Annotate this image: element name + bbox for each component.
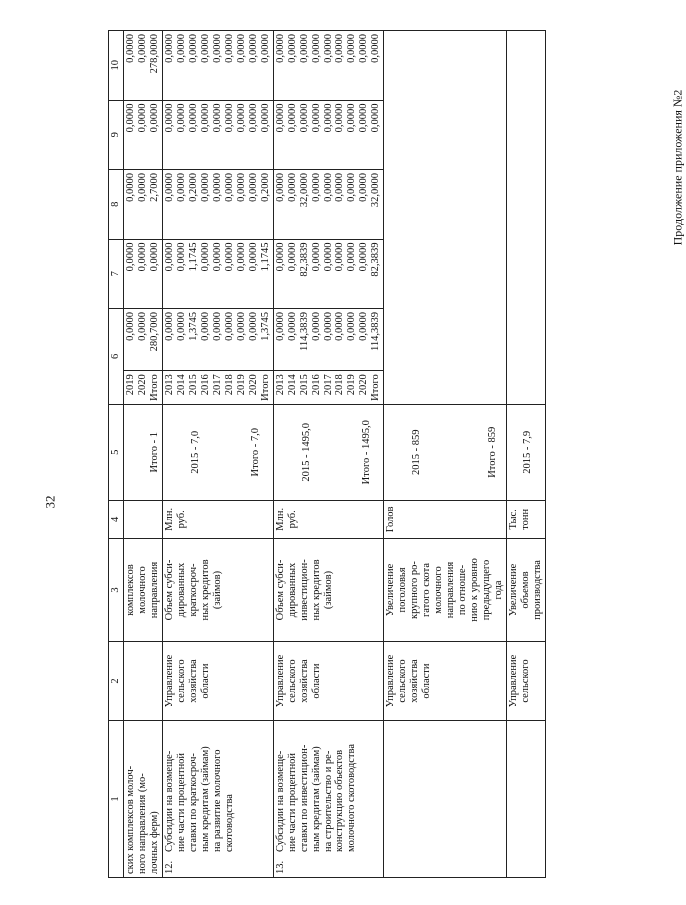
program-table xyxy=(108,30,546,878)
carry-col9: 0,0000 0,0000 0,0000 xyxy=(124,100,163,169)
carry-col8: 0,0000 0,0000 2,7000 xyxy=(124,170,163,239)
indicator-herd-executor: Управление сельского хозяйства области xyxy=(384,642,507,721)
indicator-herd-unit: Голов xyxy=(384,500,507,538)
item-13-row xyxy=(273,31,384,878)
col-header-4: 4 xyxy=(109,500,124,538)
column-number-row xyxy=(109,31,124,878)
item-13-unit: Млн. руб. xyxy=(273,500,384,538)
indicator-production-targets: 2015 - 7,9 xyxy=(507,404,546,500)
carry-total-label: Итого - 1 xyxy=(124,404,163,500)
item-13-years: 2013 2014 2015 2016 2017 2018 2019 2020 Итого xyxy=(273,371,384,405)
item-13-col6: 0,0000 0,0000 114,3839 0,0000 0,0000 0,0000 0,0000 0,0000 114,3839 xyxy=(273,309,384,371)
item-13-col9: 0,0000 0,0000 0,0000 0,0000 0,0000 0,0000 0,0000 0,0000 0,0000 xyxy=(273,100,384,169)
carry-executor xyxy=(124,642,163,721)
item-12-years: 2013 2014 2015 2016 2017 2018 2019 2020 Итого xyxy=(162,371,273,405)
col-header-5: 5 xyxy=(109,404,124,500)
indicator-herd-values xyxy=(384,31,507,405)
carry-unit xyxy=(124,500,163,538)
indicator-production-indicator: Увеличение объемов производства xyxy=(507,538,546,641)
col-header-9: 9 xyxy=(109,100,124,169)
col-header-1: 1 xyxy=(109,721,124,878)
item-13-col10: 0,0000 0,0000 0,0000 0,0000 0,0000 0,0000 0,0000 0,0000 0,0000 xyxy=(273,31,384,101)
indicator-herd-description xyxy=(384,721,507,878)
item-12-unit: Млн. руб. xyxy=(162,500,273,538)
item-12-indicator: Объем субси- дированных краткосроч- ных кредитов (займов) xyxy=(162,538,273,641)
carry-years: 2019 2020 Итого xyxy=(124,371,163,405)
item-13-col7: 0,0000 0,0000 82,3839 0,0000 0,0000 0,0000 0,0000 0,0000 82,3839 xyxy=(273,239,384,308)
item-12-targets: 2015 - 7,0 Итого - 7,0 xyxy=(162,404,273,500)
indicator-production-values xyxy=(507,31,546,405)
carry-indicator: комплексов молочного направления xyxy=(124,538,163,641)
item-12-col8: 0,0000 0,0000 0,2000 0,0000 0,0000 0,0000 0,0000 0,0000 0,2000 xyxy=(162,170,273,239)
appendix-note: Продолжение приложения №2 xyxy=(670,89,685,246)
col-header-8: 8 xyxy=(109,170,124,239)
item-12-col7: 0,0000 0,0000 1,1745 0,0000 0,0000 0,0000 0,0000 0,0000 1,1745 xyxy=(162,239,273,308)
item-12-col10: 0,0000 0,0000 0,0000 0,0000 0,0000 0,0000 0,0000 0,0000 0,0000 xyxy=(162,31,273,101)
col-header-2: 2 xyxy=(109,642,124,721)
col-header-10: 10 xyxy=(109,31,124,101)
indicator-production-row xyxy=(507,31,546,878)
page-number: 32 xyxy=(42,495,58,509)
item-12-col6: 0,0000 0,0000 1,3745 0,0000 0,0000 0,0000 0,0000 0,0000 1,3745 xyxy=(162,309,273,371)
item-13-indicator: Объем субси- дированных инвестицион- ных кредитов (займов) xyxy=(273,538,384,641)
col-header-6: 6 xyxy=(109,309,124,405)
carry-description: ских комплексов молоч- ного направления (мо- лочных ферм) xyxy=(124,721,163,878)
item-13-executor: Управление сельского хозяйства области xyxy=(273,642,384,721)
carry-block xyxy=(124,31,163,878)
indicator-production-unit: Тыс. тонн xyxy=(507,500,546,538)
item-13-description: 13.Субсидии на возмеще- ние части процентной ставки по инвестицион- ным кредитам (займам) на строительство и ре- конструкцию объектов молочного скотоводства xyxy=(273,721,384,878)
col-header-3: 3 xyxy=(109,538,124,641)
carry-col10: 0,0000 0,0000 278,0000 xyxy=(124,31,163,101)
col-header-7: 7 xyxy=(109,239,124,308)
carry-col7: 0,0000 0,0000 0,0000 xyxy=(124,239,163,308)
item-12-col9: 0,0000 0,0000 0,0000 0,0000 0,0000 0,0000 0,0000 0,0000 0,0000 xyxy=(162,100,273,169)
indicator-herd-row xyxy=(384,31,507,878)
item-12-description: 12.Субсидии на возмеще- ние части процентной ставки по краткосроч- ным кредитам (займам) на развитие молочного скотоводства xyxy=(162,721,273,878)
indicator-herd-targets: 2015 - 859 Итого - 859 xyxy=(384,404,507,500)
item-13-col8: 0,0000 0,0000 32,0000 0,0000 0,0000 0,0000 0,0000 0,0000 32,0000 xyxy=(273,170,384,239)
item-13-targets: 2015 - 1495,0 Итого - 1495,0 xyxy=(273,404,384,500)
indicator-production-executor: Управление сельского xyxy=(507,642,546,721)
indicator-production-description xyxy=(507,721,546,878)
indicator-herd-indicator: Увеличение поголовья крупного ро- гатого скота молочного направления по отноше- нию к уровню предыдущего года xyxy=(384,538,507,641)
item-12-executor: Управление сельского хозяйства области xyxy=(162,642,273,721)
item-12-row xyxy=(162,31,273,878)
rotated-table-wrapper xyxy=(108,30,543,878)
carry-col6: 0,0000 0,0000 280,7000 xyxy=(124,309,163,371)
